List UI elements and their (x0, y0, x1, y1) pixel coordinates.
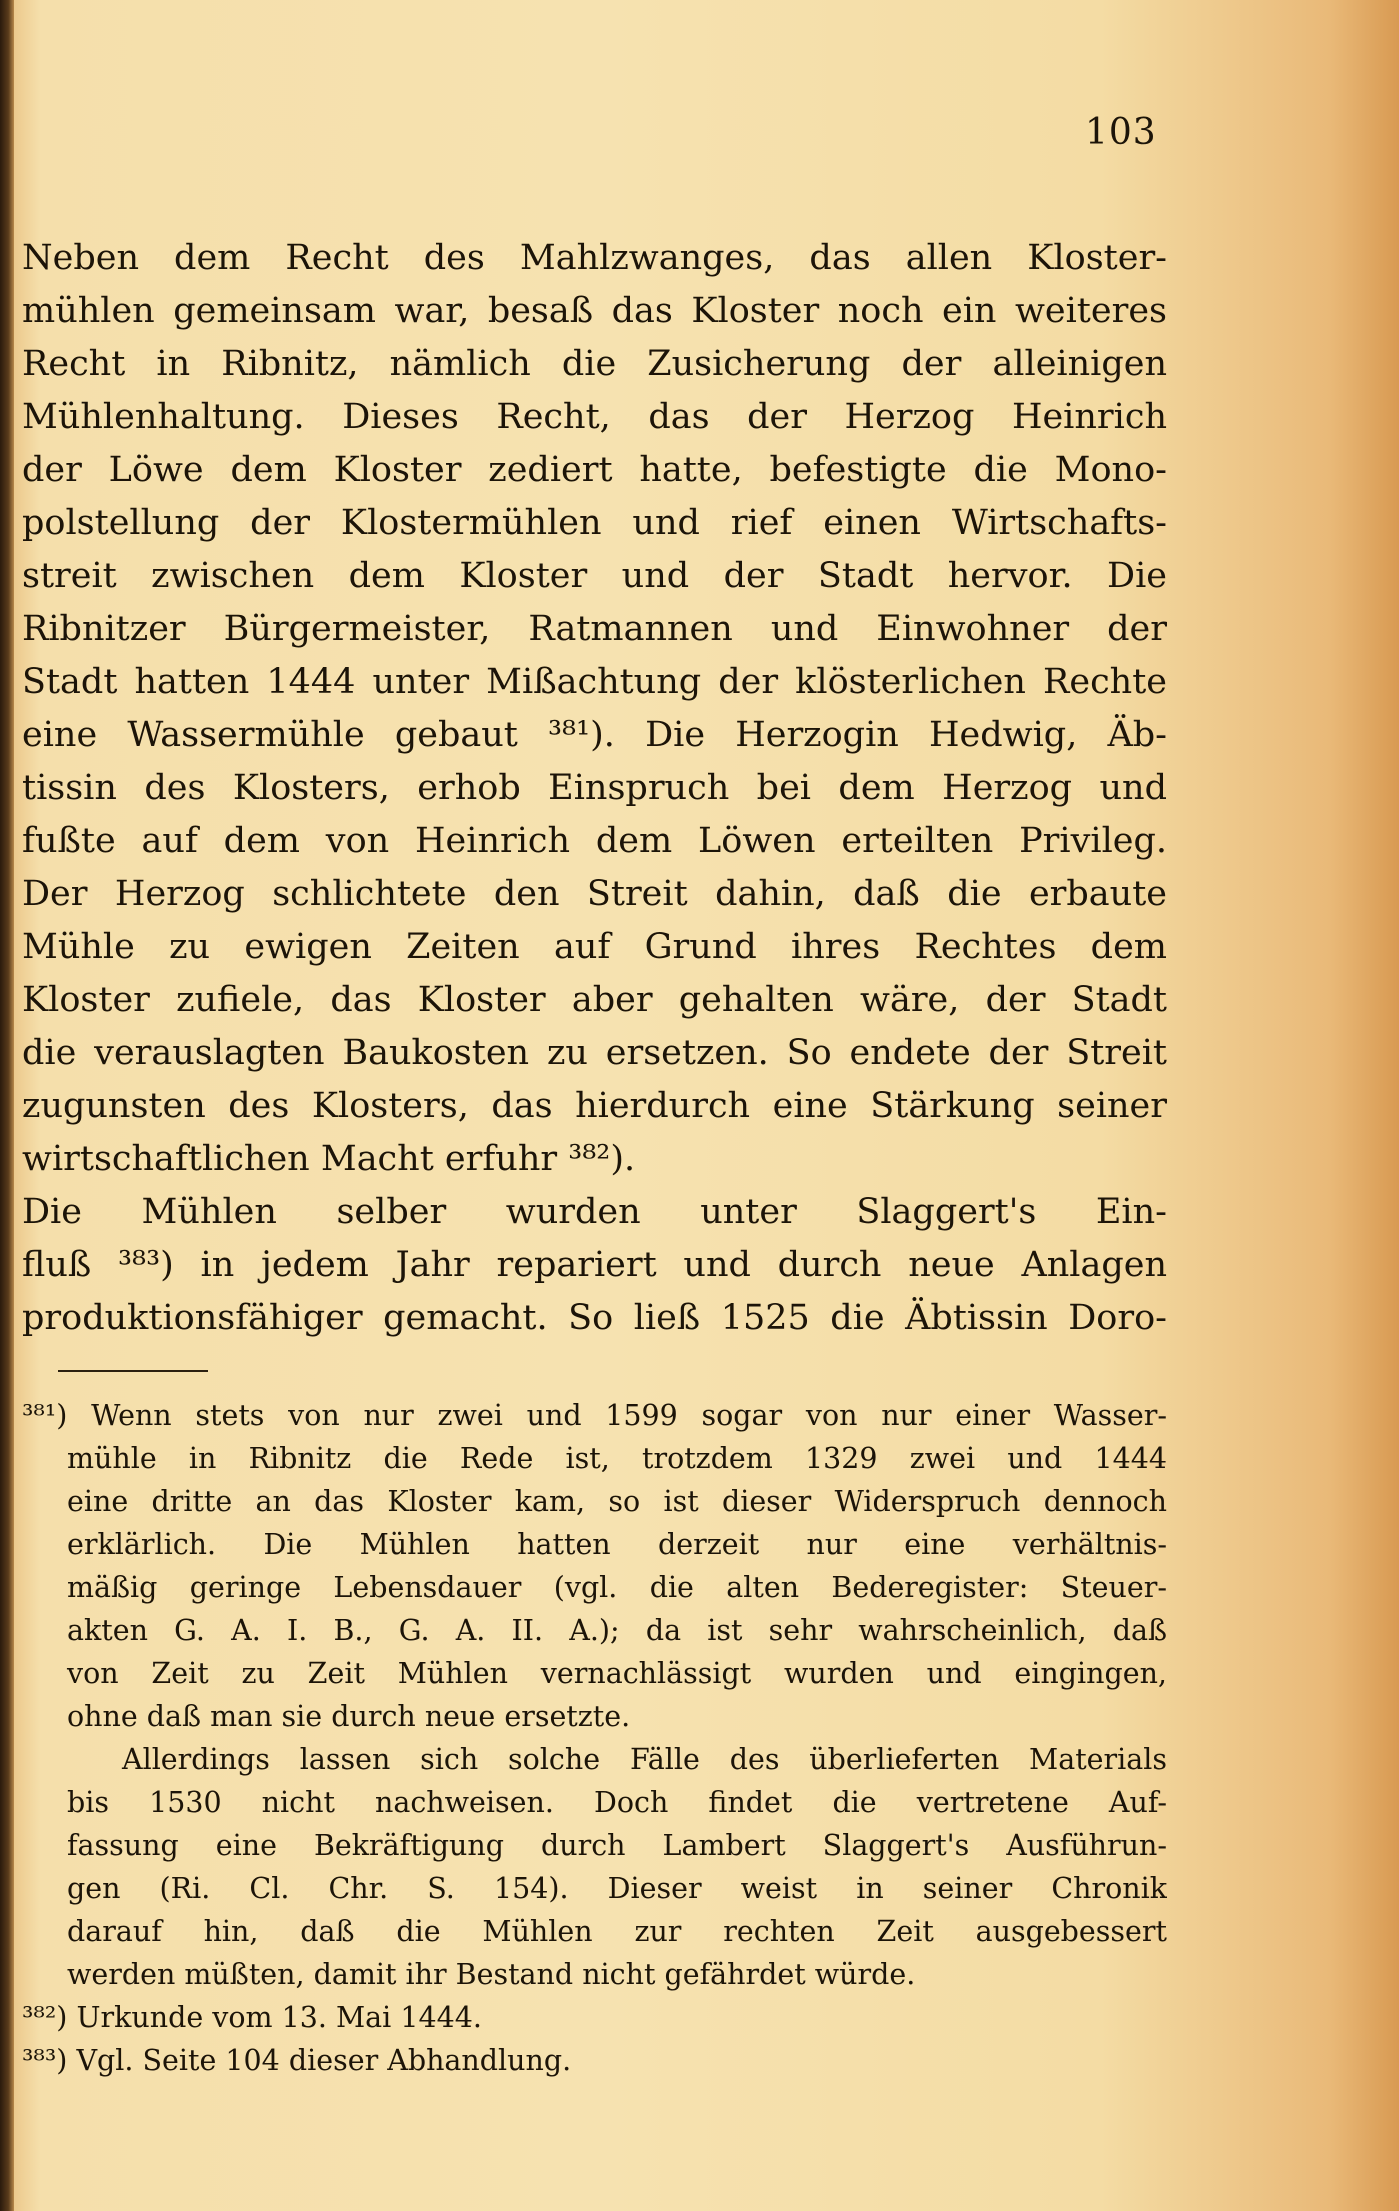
text-line: Mühle zu ewigen Zeiten auf Grund ihres Rechtes dem (22, 927, 1167, 967)
text-line: streit zwischen dem Kloster und der Stadt hervor. Die (22, 556, 1167, 596)
footnote-line: mäßig geringe Lebensdauer (vgl. die alten Bederegister: Steuer- (67, 1571, 1167, 1604)
text-line: die verauslagten Baukosten zu ersetzen. So endete der Streit (22, 1033, 1167, 1073)
text-line: Mühlenhaltung. Dieses Recht, das der Herzog Heinrich (22, 397, 1167, 437)
text-line: Kloster zufiele, das Kloster aber gehalten wäre, der Stadt (22, 980, 1167, 1020)
text-line: zugunsten des Klosters, das hierdurch eine Stärkung seiner (22, 1086, 1167, 1126)
text-line: eine Wassermühle gebaut ³⁸¹). Die Herzogin Hedwig, Äb- (22, 715, 1167, 755)
footnote-line: darauf hin, daß die Mühlen zur rechten Zeit ausgebessert (67, 1915, 1167, 1948)
footnote-line: ³⁸³) Vgl. Seite 104 dieser Abhandlung. (22, 2044, 572, 2077)
footnote-line: ohne daß man sie durch neue ersetzte. (67, 1700, 631, 1733)
footnote-line: werden müßten, damit ihr Bestand nicht gefährdet würde. (67, 1958, 916, 1991)
footnote-line: ³⁸²) Urkunde vom 13. Mai 1444. (22, 2001, 482, 2034)
text-line: tissin des Klosters, erhob Einspruch bei dem Herzog und (22, 768, 1167, 808)
text-line: produktionsfähiger gemacht. So ließ 1525 die Äbtissin Doro- (22, 1298, 1167, 1338)
text-line: Recht in Ribnitz, nämlich die Zusicherung der alleinigen (22, 344, 1167, 384)
footnote-line: akten G. A. I. B., G. A. II. A.); da ist sehr wahrscheinlich, daß (67, 1614, 1167, 1647)
text-line: der Löwe dem Kloster zediert hatte, befestigte die Mono- (22, 450, 1167, 490)
footnote-line: gen (Ri. Cl. Chr. S. 154). Dieser weist in seiner Chronik (67, 1872, 1167, 1905)
text-line: Der Herzog schlichtete den Streit dahin, daß die erbaute (22, 874, 1167, 914)
footnote-line: fassung eine Bekräftigung durch Lambert Slaggert's Ausführun- (67, 1829, 1167, 1862)
text-line: Stadt hatten 1444 unter Mißachtung der klösterlichen Rechte (22, 662, 1167, 702)
footnote-line: Allerdings lassen sich solche Fälle des überlieferten Materials (122, 1743, 1167, 1776)
footnote-line: erklärlich. Die Mühlen hatten derzeit nur eine verhältnis- (67, 1528, 1167, 1561)
text-line: wirtschaftlichen Macht erfuhr ³⁸²). (22, 1139, 636, 1179)
text-line: Ribnitzer Bürgermeister, Ratmannen und Einwohner der (22, 609, 1167, 649)
text-line: mühlen gemeinsam war, besaß das Kloster noch ein weiteres (22, 291, 1167, 331)
footnote-divider (58, 1370, 208, 1372)
footnote-line: mühle in Ribnitz die Rede ist, trotzdem 1329 zwei und 1444 (67, 1442, 1167, 1475)
footnotes (22, 1394, 1167, 2082)
book-gutter (0, 0, 14, 2211)
text-line: fluß ³⁸³) in jedem Jahr repariert und durch neue Anlagen (22, 1245, 1167, 1285)
text-line: fußte auf dem von Heinrich dem Löwen erteilten Privileg. (22, 821, 1167, 861)
footnote-line: bis 1530 nicht nachweisen. Doch findet die vertretene Auf- (67, 1786, 1167, 1819)
text-line: polstellung der Klostermühlen und rief einen Wirtschafts- (22, 503, 1167, 543)
text-line: Neben dem Recht des Mahlzwanges, das allen Kloster- (22, 238, 1167, 278)
text-line: Die Mühlen selber wurden unter Slaggert's Ein- (22, 1192, 1167, 1232)
footnote-line: ³⁸¹) Wenn stets von nur zwei und 1599 sogar von nur einer Wasser- (22, 1399, 1167, 1432)
footnote-line: eine dritte an das Kloster kam, so ist dieser Widerspruch dennoch (67, 1485, 1167, 1518)
page-number: 103 (1085, 112, 1157, 153)
main-text (22, 232, 1167, 1345)
footnote-line: von Zeit zu Zeit Mühlen vernachlässigt wurden und eingingen, (67, 1657, 1167, 1690)
